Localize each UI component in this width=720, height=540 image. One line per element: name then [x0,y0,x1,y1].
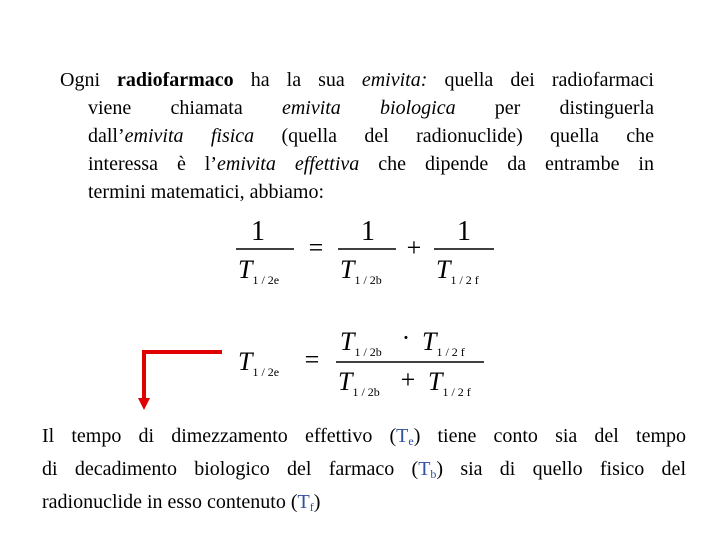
plus-sign: + [406,233,422,262]
symbol-te: T [396,425,409,447]
numerator-tf: $T_{1 / 2 f}$ [422,327,465,359]
intro-paragraph [60,66,654,206]
equals-sign: = [308,233,324,262]
text: di decadimento biologico del farmaco ( [42,458,419,480]
text: ) sia di quello fisico del [436,458,686,480]
text: quella dei radiofarmaci [427,69,654,91]
term-radiofarmaco: radiofarmaco [117,69,234,91]
numerator-tb: $T_{1 / 2b}$ [340,327,382,359]
text: per distinguerla [455,97,654,119]
conclusion-line-1 [42,422,686,455]
denominator-tb: $T_{1 / 2b}$ [338,367,380,399]
conclusion-line-2 [42,455,686,488]
denominator-tf: $T_{1 / 2 f}$ [428,367,471,399]
text: radionuclide in esso contenuto ( [42,491,298,513]
plus-sign: + [400,365,416,394]
conclusion-line-3 [42,488,686,521]
text: viene chiamata [88,97,282,119]
numerator-1: 1 [251,216,265,247]
formula-2 [230,322,500,402]
intro-line-2 [88,94,654,122]
subscript-b: b [430,467,437,481]
subscript-e: e [408,434,414,448]
denominator-tb: $T_{1 / 2b}$ [340,255,382,287]
text: ha la sua [233,69,362,91]
intro-line-1 [60,66,654,94]
text: che dipende da entrambe in [359,153,654,175]
intro-line-5: termini matematici, abbiamo: [88,181,325,203]
denominator-tf: $T_{1 / 2 f}$ [436,255,479,287]
term-emivita-fisica: emivita fisica [124,125,255,147]
conclusion-paragraph [42,422,686,521]
text: interessa è l’ [88,153,217,175]
denominator-te: $T_{1 / 2e}$ [238,255,280,287]
term-emivita: emivita: [361,69,428,91]
intro-line-3 [88,122,654,150]
subscript-f: f [309,500,314,514]
text: Ogni [60,69,118,91]
text: dall’ [88,125,125,147]
intro-line-4 [88,150,654,178]
red-arrow [130,344,226,414]
text: ) tiene conto sia del tempo [413,425,687,447]
text: Il tempo di dimezzamento effettivo ( [42,425,397,447]
numerator-2: 1 [361,216,375,247]
formula-1 [230,212,510,290]
term-emivita-effettiva: emivita effettiva [217,153,360,175]
numerator-3: 1 [457,216,471,247]
text: (quella del radionuclide) quella che [254,125,655,147]
term-emivita-biologica: emivita biologica [281,97,456,119]
multiply-dot: · [401,323,411,352]
symbol-tf: T [297,491,310,513]
lhs-te: $T_{1 / 2e}$ [238,347,280,379]
equals-sign: = [304,345,320,374]
symbol-tb: T [418,458,431,480]
text: ) [313,491,321,513]
